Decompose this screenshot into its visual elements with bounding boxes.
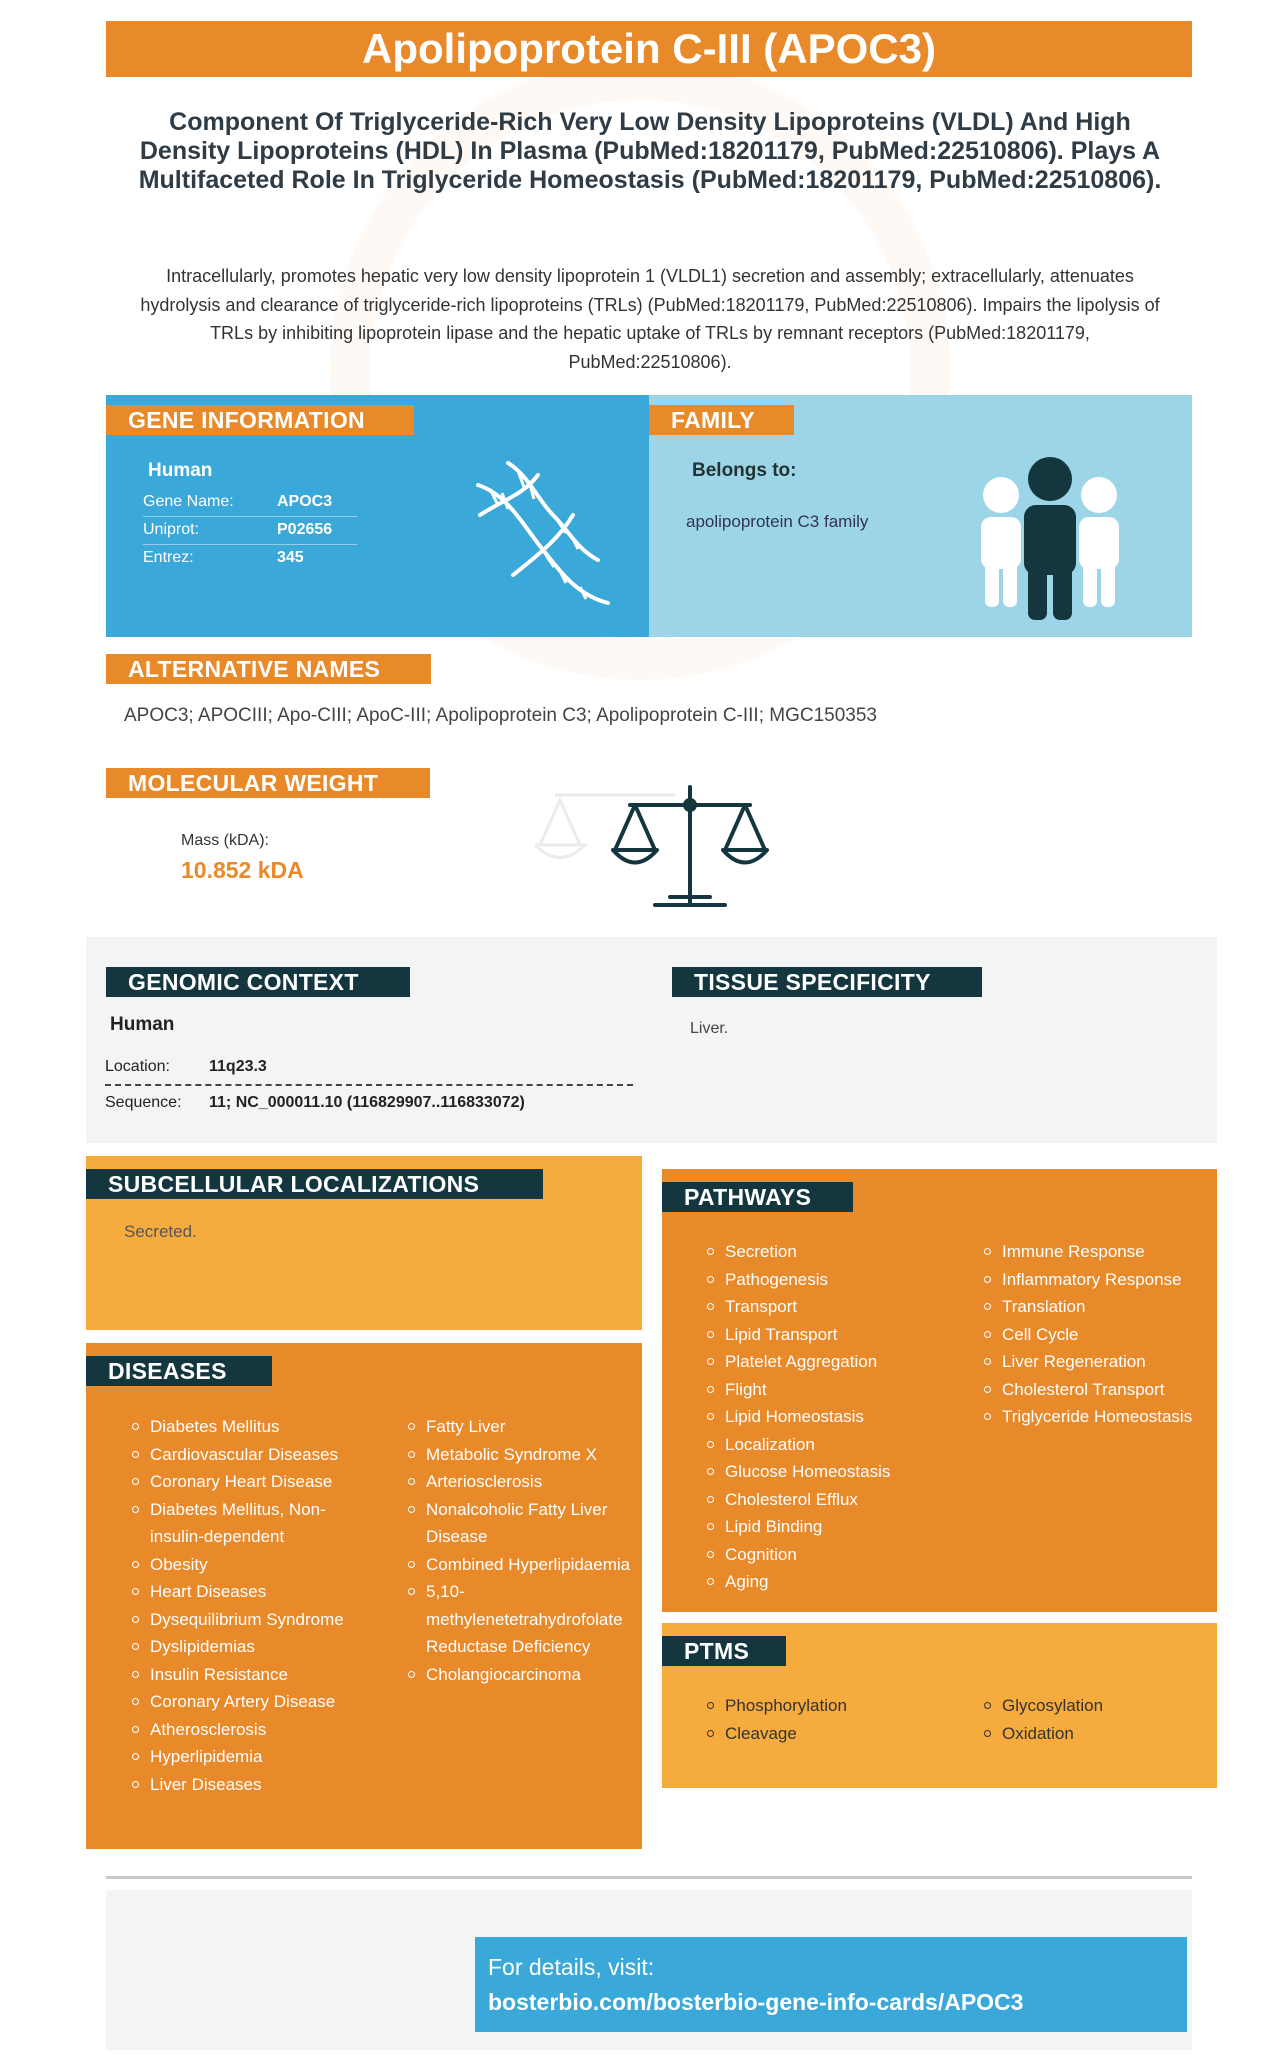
mass-label: Mass (kDA):: [181, 832, 269, 849]
pathway-item: Glucose Homeostasis: [705, 1458, 955, 1486]
subcellular-heading: SUBCELLULAR LOCALIZATIONS: [86, 1169, 543, 1199]
ptms-heading: PTMS: [662, 1636, 786, 1666]
ptms-list-2: [982, 1692, 1212, 1747]
ptm-item: Cleavage: [705, 1720, 955, 1748]
disease-item: Metabolic Syndrome X: [406, 1441, 638, 1469]
gene-name-value: APOC3: [277, 493, 333, 510]
function-summary: Component Of Triglyceride-Rich Very Low Density Lipoproteins (VLDL) And High Density Lipoproteins (HDL) In Plasma (PubMed:18201179, PubMed:22510806). Plays A Multifaceted Role In Triglyceride Homeostasis (PubMed:18201179, PubMed:22510806).: [138, 108, 1162, 194]
disease-item: 5,10-methylenetetrahydrofolate Reductase Deficiency: [406, 1578, 638, 1661]
details-url[interactable]: bosterbio.com/bosterbio-gene-info-cards/APOC3: [488, 1989, 1024, 2015]
diseases-list-1: [130, 1413, 360, 1798]
pathway-item: Liver Regeneration: [982, 1348, 1212, 1376]
uniprot-value: P02656: [277, 521, 333, 538]
alternative-names-text: APOC3; APOCIII; Apo-CIII; ApoC-III; Apolipoprotein C3; Apolipoprotein C-III; MGC150353: [124, 705, 877, 726]
gene-name-row: [143, 488, 357, 517]
disease-item: Diabetes Mellitus: [130, 1413, 360, 1441]
sequence-label: Sequence:: [105, 1094, 182, 1111]
entrez-value: 345: [277, 549, 304, 566]
pathways-list-1: [705, 1238, 955, 1596]
pathways-heading: PATHWAYS: [662, 1182, 853, 1212]
disease-item: Liver Diseases: [130, 1771, 360, 1799]
disease-item: Heart Diseases: [130, 1578, 360, 1606]
pathway-item: Localization: [705, 1431, 955, 1459]
footer-divider: [106, 1876, 1192, 1879]
tissue-specificity-text: Liver.: [690, 1020, 729, 1037]
disease-item: Hyperlipidemia: [130, 1743, 360, 1771]
gene-organism: Human: [148, 460, 213, 481]
pathway-item: Lipid Transport: [705, 1321, 955, 1349]
pathway-item: Immune Response: [982, 1238, 1212, 1266]
pathway-item: Triglyceride Homeostasis: [982, 1403, 1212, 1431]
disease-item: Coronary Artery Disease: [130, 1688, 360, 1716]
family-heading: FAMILY: [649, 405, 794, 435]
molecular-weight-heading: MOLECULAR WEIGHT: [106, 768, 430, 798]
family-belongs-label: Belongs to:: [692, 460, 797, 481]
disease-item: Insulin Resistance: [130, 1661, 360, 1689]
disease-item: Obesity: [130, 1551, 360, 1579]
sequence-value: 11; NC_000011.10 (116829907..116833072): [209, 1094, 525, 1111]
location-value: 11q23.3: [209, 1058, 267, 1075]
scale-icon: [535, 775, 780, 910]
disease-item: Cholangiocarcinoma: [406, 1661, 638, 1689]
pathway-item: Translation: [982, 1293, 1212, 1321]
diseases-list-2: [406, 1413, 638, 1688]
pathway-item: Cognition: [705, 1541, 955, 1569]
gene-name-label: Gene Name:: [143, 493, 234, 510]
ptm-item: Glycosylation: [982, 1692, 1212, 1720]
pathway-item: Lipid Homeostasis: [705, 1403, 955, 1431]
pathway-item: Inflammatory Response: [982, 1266, 1212, 1294]
diseases-heading: DISEASES: [86, 1356, 272, 1386]
family-icon: [971, 457, 1131, 622]
details-label: For details, visit:: [488, 1954, 655, 1980]
uniprot-row: [143, 516, 357, 545]
ptm-item: Phosphorylation: [705, 1692, 955, 1720]
ptm-item: Oxidation: [982, 1720, 1212, 1748]
details-link-box[interactable]: [475, 1937, 1187, 2032]
disease-item: Nonalcoholic Fatty Liver Disease: [406, 1496, 638, 1551]
disease-item: Dysequilibrium Syndrome: [130, 1606, 360, 1634]
ptms-list-1: [705, 1692, 955, 1747]
disease-item: Atherosclerosis: [130, 1716, 360, 1744]
disease-item: Dyslipidemias: [130, 1633, 360, 1661]
function-description: Intracellularly, promotes hepatic very low density lipoprotein 1 (VLDL1) secretion and assembly; extracellularly, attenuates hydrolysis and clearance of triglyceride-rich lipoproteins (TRLs) (PubMed:18201179, PubMed:22510806). Impairs the lipolysis of TRLs by inhibiting lipoprotein lipase and the hepatic uptake of TRLs by remnant receptors (PubMed:18201179, PubMed:22510806).: [140, 266, 1160, 372]
mass-value: 10.852 kDA: [181, 857, 304, 883]
pathway-item: Aging: [705, 1568, 955, 1596]
entrez-row: [143, 544, 357, 572]
genomic-organism: Human: [110, 1014, 175, 1035]
pathway-item: Cell Cycle: [982, 1321, 1212, 1349]
disease-item: Coronary Heart Disease: [130, 1468, 360, 1496]
pathway-item: Cholesterol Transport: [982, 1376, 1212, 1404]
disease-item: Fatty Liver: [406, 1413, 638, 1441]
genomic-context-heading: GENOMIC CONTEXT: [106, 967, 410, 997]
disease-item: Cardiovascular Diseases: [130, 1441, 360, 1469]
page-title: Apolipoprotein C-III (APOC3): [106, 21, 1192, 77]
disease-item: Arteriosclerosis: [406, 1468, 638, 1496]
pathway-item: Secretion: [705, 1238, 955, 1266]
pathway-item: Lipid Binding: [705, 1513, 955, 1541]
disease-item: Combined Hyperlipidaemia: [406, 1551, 638, 1579]
uniprot-label: Uniprot:: [143, 521, 200, 538]
family-value: apolipoprotein C3 family: [686, 512, 869, 531]
pathway-item: Flight: [705, 1376, 955, 1404]
disease-item: Diabetes Mellitus, Non-insulin-dependent: [130, 1496, 360, 1551]
subcellular-text: Secreted.: [124, 1222, 197, 1241]
pathway-item: Platelet Aggregation: [705, 1348, 955, 1376]
gene-information-heading: GENE INFORMATION: [106, 405, 414, 435]
location-label: Location:: [105, 1058, 170, 1075]
alternative-names-heading: ALTERNATIVE NAMES: [106, 654, 431, 684]
dna-icon: [468, 455, 618, 615]
tissue-specificity-heading: TISSUE SPECIFICITY: [672, 967, 982, 997]
entrez-label: Entrez:: [143, 549, 194, 566]
genomic-divider: [105, 1084, 633, 1086]
pathway-item: Transport: [705, 1293, 955, 1321]
pathway-item: Cholesterol Efflux: [705, 1486, 955, 1514]
pathway-item: Pathogenesis: [705, 1266, 955, 1294]
pathways-list-2: [982, 1238, 1212, 1431]
